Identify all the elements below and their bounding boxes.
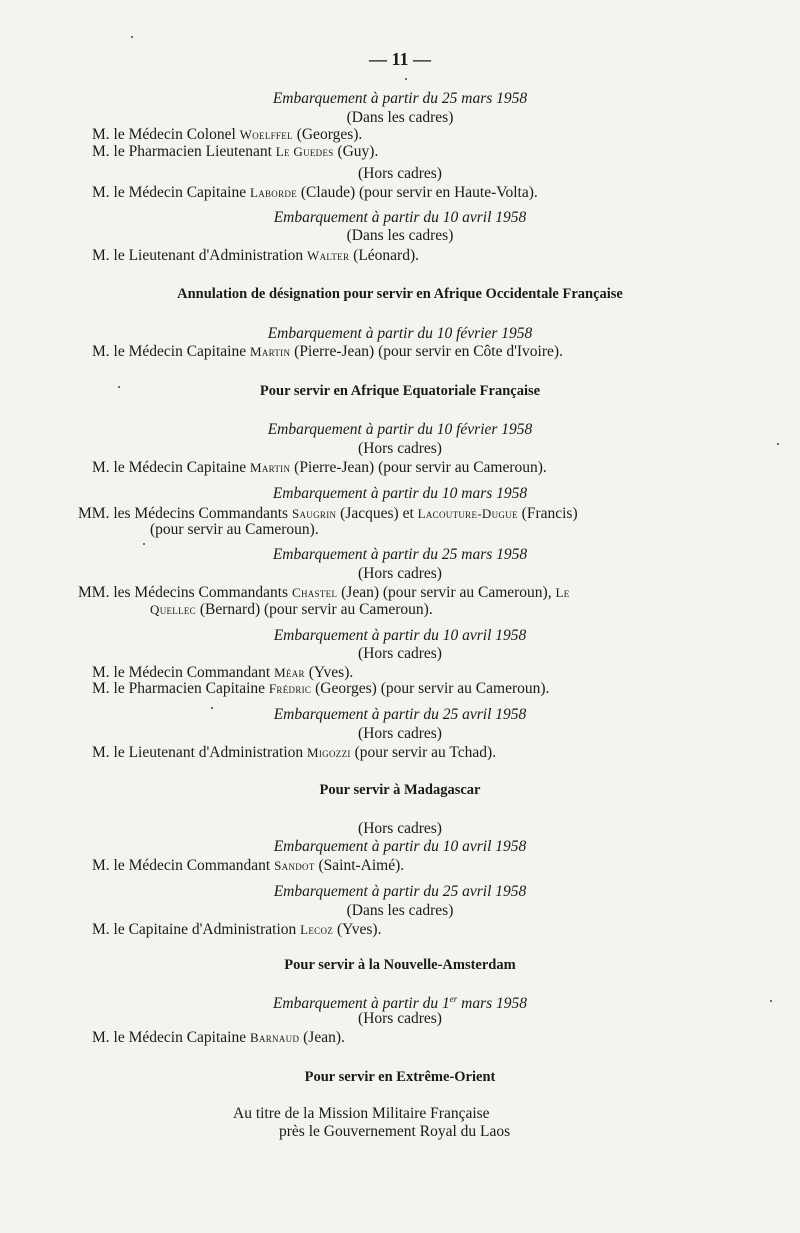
appointment-line: M. le Médecin Commandant Méar (Yves).	[92, 664, 354, 681]
embarkation-date: Embarquement à partir du 25 avril 1958	[273, 883, 527, 900]
category-label: (Hors cadres)	[358, 645, 442, 662]
embarkation-date: Embarquement à partir du 10 avril 1958	[273, 627, 527, 644]
category-label: (Hors cadres)	[358, 165, 442, 182]
category-label: (Hors cadres)	[358, 725, 442, 742]
section-heading: Pour servir en Extrême-Orient	[304, 1069, 496, 1085]
scan-speck	[131, 36, 133, 38]
category-label: (Hors cadres)	[358, 820, 442, 837]
appointment-line: M. le Médecin Colonel Woelffel (Georges).	[92, 126, 363, 143]
appointment-line: M. le Médecin Capitaine Martin (Pierre-Jean) (pour servir au Cameroun).	[92, 459, 547, 476]
scan-speck	[777, 443, 779, 445]
embarkation-date: Embarquement à partir du 25 avril 1958	[273, 706, 527, 723]
mission-title: Au titre de la Mission Militaire Française	[233, 1105, 490, 1122]
page-number: — 11 —	[368, 49, 431, 69]
category-label: (Hors cadres)	[358, 440, 442, 457]
scan-speck	[143, 543, 145, 545]
appointment-line: M. le Lieutenant d'Administration Migozzi (pour servir au Tchad).	[92, 744, 497, 761]
section-heading: Pour servir en Afrique Equatoriale Française	[259, 383, 541, 399]
scan-speck	[211, 707, 213, 709]
embarkation-date: Embarquement à partir du 10 avril 1958	[273, 838, 527, 855]
embarkation-date: Embarquement à partir du 10 mars 1958	[272, 485, 528, 502]
appointment-line: M. le Médecin Capitaine Barnaud (Jean).	[92, 1029, 345, 1046]
appointment-line: M. le Pharmacien Capitaine Frédric (Georges) (pour servir au Cameroun).	[92, 680, 550, 697]
embarkation-date: Embarquement à partir du 10 février 1958	[267, 421, 533, 438]
scan-speck	[770, 1000, 772, 1002]
appointment-line-continued: Quellec (Bernard) (pour servir au Cameroun).	[150, 601, 433, 618]
section-heading: Pour servir à la Nouvelle-Amsterdam	[284, 957, 516, 973]
embarkation-date: Embarquement à partir du 10 avril 1958	[273, 209, 527, 226]
embarkation-date: Embarquement à partir du 1er mars 1958	[272, 994, 528, 1013]
category-label: (Dans les cadres)	[346, 902, 454, 919]
mission-subtitle: près le Gouvernement Royal du Laos	[279, 1123, 511, 1140]
appointment-line: M. le Lieutenant d'Administration Walter (Léonard).	[92, 247, 419, 264]
category-label: (Dans les cadres)	[346, 227, 454, 244]
section-heading: Annulation de désignation pour servir en Afrique Occidentale Française	[177, 286, 623, 302]
appointment-line: M. le Capitaine d'Administration Lecoz (Yves).	[92, 921, 382, 938]
category-label: (Hors cadres)	[358, 1010, 442, 1027]
appointment-line: M. le Médecin Capitaine Laborde (Claude) (pour servir en Haute-Volta).	[92, 184, 538, 201]
embarkation-date: Embarquement à partir du 25 mars 1958	[272, 90, 528, 107]
appointment-line: M. le Médecin Capitaine Martin (Pierre-Jean) (pour servir en Côte d'Ivoire).	[92, 343, 563, 360]
category-label: (Hors cadres)	[358, 565, 442, 582]
appointment-line-continued: (pour servir au Cameroun).	[150, 521, 319, 538]
scan-speck	[118, 386, 120, 388]
embarkation-date: Embarquement à partir du 25 mars 1958	[272, 546, 528, 563]
section-heading: Pour servir à Madagascar	[319, 782, 481, 798]
scan-speck	[405, 78, 407, 80]
embarkation-date: Embarquement à partir du 10 février 1958	[267, 325, 533, 342]
appointment-line: MM. les Médecins Commandants Saugrin (Jacques) et Lacouture-Dugue (Francis)	[78, 505, 578, 522]
appointment-line: M. le Médecin Commandant Sandot (Saint-Aimé).	[92, 857, 405, 874]
category-label: (Dans les cadres)	[346, 109, 454, 126]
appointment-line: M. le Pharmacien Lieutenant Le Guedes (Guy).	[92, 143, 379, 160]
appointment-line: MM. les Médecins Commandants Chastel (Jean) (pour servir au Cameroun), Le	[78, 584, 570, 601]
